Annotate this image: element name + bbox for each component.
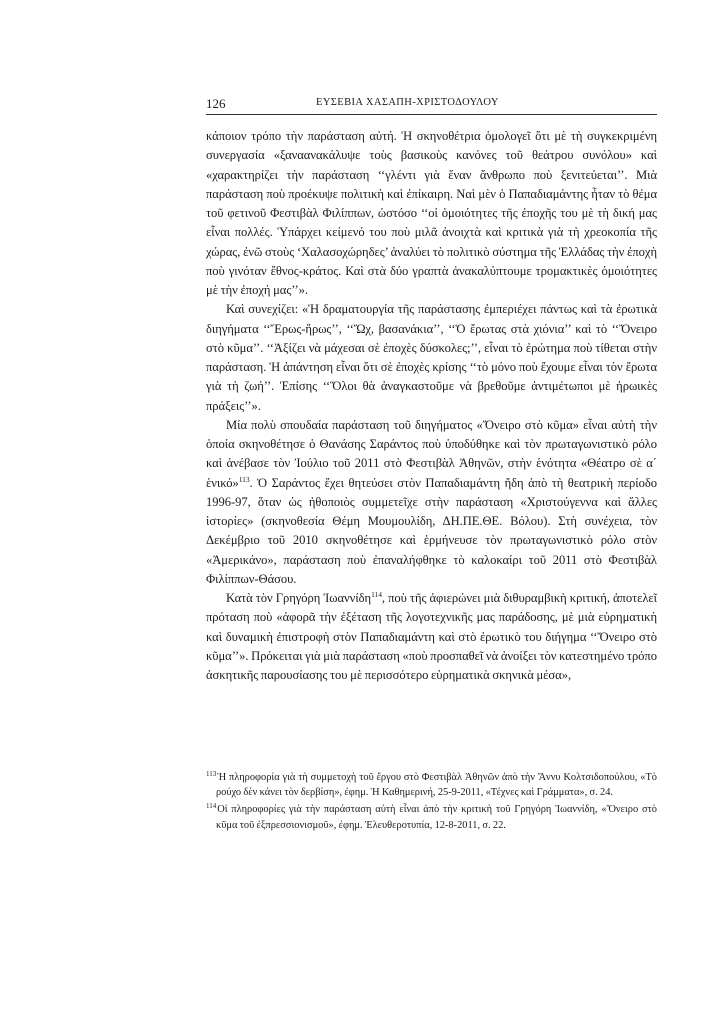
paragraph-text: Μία πολὺ σπουδαία παράσταση τοῦ διηγήματος «Ὄνειρο στὸ κῦμα» εἶναι αὐτὴ τὴν ὁποία σκηνοθέτησε ὁ Θανάσης Σαράντος ποὺ ὑποδύθηκε καὶ τὸν πρωταγωνιστικὸ ρόλο καὶ ἀνέβασε τὸν Ἰούλιο τοῦ 2011 στὸ Φεστιβὰλ Ἀθηνῶν, στὴν ἑνότητα «Θέατρο σὲ α΄ ἑνικό» [206,417,657,490]
footnotes [206,770,657,835]
page-number: 126 [206,96,226,111]
body-text [206,127,657,685]
paragraph [206,416,657,589]
footnote-number: 113 [206,770,217,778]
paragraph-text: , ποὺ τῆς ἀφιερώνει μιὰ διθυραμβικὴ κριτική, ἀποτελεῖ πρόταση ποὺ «ἀφορᾶ τὴν ἐξέταση τῆς λογοτεχνικῆς μας παράδοσης, μὲ μιὰ εὑρηματικὴ καὶ δυναμικὴ ἐπιστροφὴ στὸν Παπαδιαμάντη καὶ στὸ ἐρωτικὸ του διήγημα ‘‘Ὄνειρο στὸ κῦμα’’». Πρόκειται γιὰ μιὰ παράσταση «ποὺ προσπαθεῖ νὰ ἀνοίξει τὸν κατεστημένο τρόπο ἀσκητικῆς παρουσίασης του μὲ περισσότερο εὑρηματικὰ σκηνικὰ μέσα», [206,591,657,682]
footnote-text: Οἱ πληροφορίες γιὰ τὴν παράσταση αὐτὴ εἶναι ἀπὸ τὴν κριτικὴ τοῦ Γρηγόρη Ἰωαννίδη, «Ὄνειρο στὸ κῦμα τοῦ ἐξπρεσσιονισμοῦ», ἐφημ. Ἐλευθεροτυπία, 12-8-2011, σ. 22. [216,804,657,831]
paragraph-text: . Ὁ Σαράντος ἔχει θητεύσει στὸν Παπαδιαμάντη ἤδη ἀπὸ τὴ θεατρικὴ περίοδο 1996-97, ὅταν ὡς ἠθοποιὸς συμμετεῖχε στὴν παράσταση «Χριστούγεννα καὶ ἄλλες ἱστορίες» (σκηνοθεσία Θέμη Μουμουλίδη, ΔΗ.ΠΕ.ΘΕ. Βόλου). Στὴ συνέχεια, τὸν Δεκέμβριο τοῦ 2010 σκηνοθέτησε καὶ ἑρμήνευσε τὸν πρωταγωνιστικὸ ρόλο στὸν «Ἀμερικάνο», παράσταση ποὺ ἐπαναλήφθηκε τὸ καλοκαίρι τοῦ 2011 στὸ Φεστιβὰλ Φιλίππων-Θάσου. [206,475,657,586]
footnote-reference[interactable]: 114 [371,590,382,599]
footnote [206,802,657,832]
footnote-reference[interactable]: 113 [238,474,250,484]
paragraph: Καὶ συνεχίζει: «Ἡ δραματουργία τῆς παράστασης ἐμπεριέχει πάντως καὶ τὰ ἐρωτικὰ διηγήματα ‘‘Ἔρως-ἥρως’’, ‘‘Ὤχ, βασανάκια’’, ‘‘Ὁ ἔρωτας στὰ χιόνια’’ καὶ τὸ ‘‘Ὄνειρο στὸ κῦμα’’. ‘‘Ἀξίζει νὰ μάχεσαι σὲ ἐποχὲς δύσκολες;’’, εἶναι τὸ ἐρώτημα ποὺ τίθεται στὴν παράσταση. Ἡ ἀπάντηση εἶναι ὅτι σὲ ἐποχὲς κρίσης ‘‘τὸ μόνο ποὺ ἔχουμε εἶναι τὸν ἔρωτα γιὰ τὴ ζωή’’. Ἐπίσης ‘‘Ὅλοι θὰ ἀναγκαστοῦμε νὰ βρεθοῦμε ἀντιμέτωποι μὲ ἡρωικὲς πράξεις’’». [206,302,657,413]
header-rule [206,114,657,115]
footnote-text: Ἡ πληροφορία γιὰ τὴ συμμετοχὴ τοῦ ἔργου στὸ Φεστιβὰλ Ἀθηνῶν ἀπὸ τὴν Ἄννυ Κολτσιδοπούλου, «Τὸ ρούχο δὲν κάνει τὸν δερβίση», ἐφημ. Ἡ Καθημερινή, 25-9-2011, «Τέχνες καὶ Γράμματα», σ. 24. [216,772,657,799]
paragraph [206,589,657,685]
footnote [206,770,657,800]
paragraph: κάποιον τρόπο τὴν παράσταση αὐτή. Ἡ σκηνοθέτρια ὁμολογεῖ ὅτι μὲ τὴ συγκεκριμένη συνεργασία «ξαναανακάλυψε τοὺς βασικοὺς κανόνες τοῦ θεάτρου συνόλου» καὶ «χαρακτηρίζει τὴν παράσταση ‘‘γλέντι γιὰ ἕναν ἄνθρωπο ποὺ ξενιτεύεται’’. Μιὰ παράσταση ποὺ προέκυψε πολιτικὴ καὶ ἐπίκαιρη. Ναὶ μὲν ὁ Παπαδιαμάντης ἦταν τὸ θέμα τοῦ φετινοῦ Φεστιβὰλ Φιλίππων, ὡστόσο ‘‘οἱ ὁμοιότητες τῆς ἐποχῆς του μὲ τὴ δική μας εἶναι πολλές. Ὑπάρχει κείμενό του ποὺ μιλᾶ ἀνοιχτὰ καὶ κριτικὰ γιὰ τὴ χρεοκοπία τῆς χώρας, ἐνῶ στοὺς ‘Χαλασοχώρηδες’ ἀναλύει τὸ πολιτικὸ σύστημα τῆς Ἑλλάδας τὴν ἐποχὴ ποὺ γινόταν ἔθνος-κράτος. Καὶ στὰ δύο γραπτὰ ἀνακαλύπτουμε τρομακτικὲς ὁμοιότητες μὲ τὴν ἐποχή μας’’». [206,129,657,297]
paragraph-text: Κατὰ τὸν Γρηγόρη Ἰωαννίδη [226,591,372,605]
footnote-number: 114 [206,802,217,811]
page-header [206,96,657,112]
running-head: ΕΥΣΕΒΙΑ ΧΑΣΑΠΗ-ΧΡΙΣΤΟΔΟΥΛΟΥ [316,97,499,108]
